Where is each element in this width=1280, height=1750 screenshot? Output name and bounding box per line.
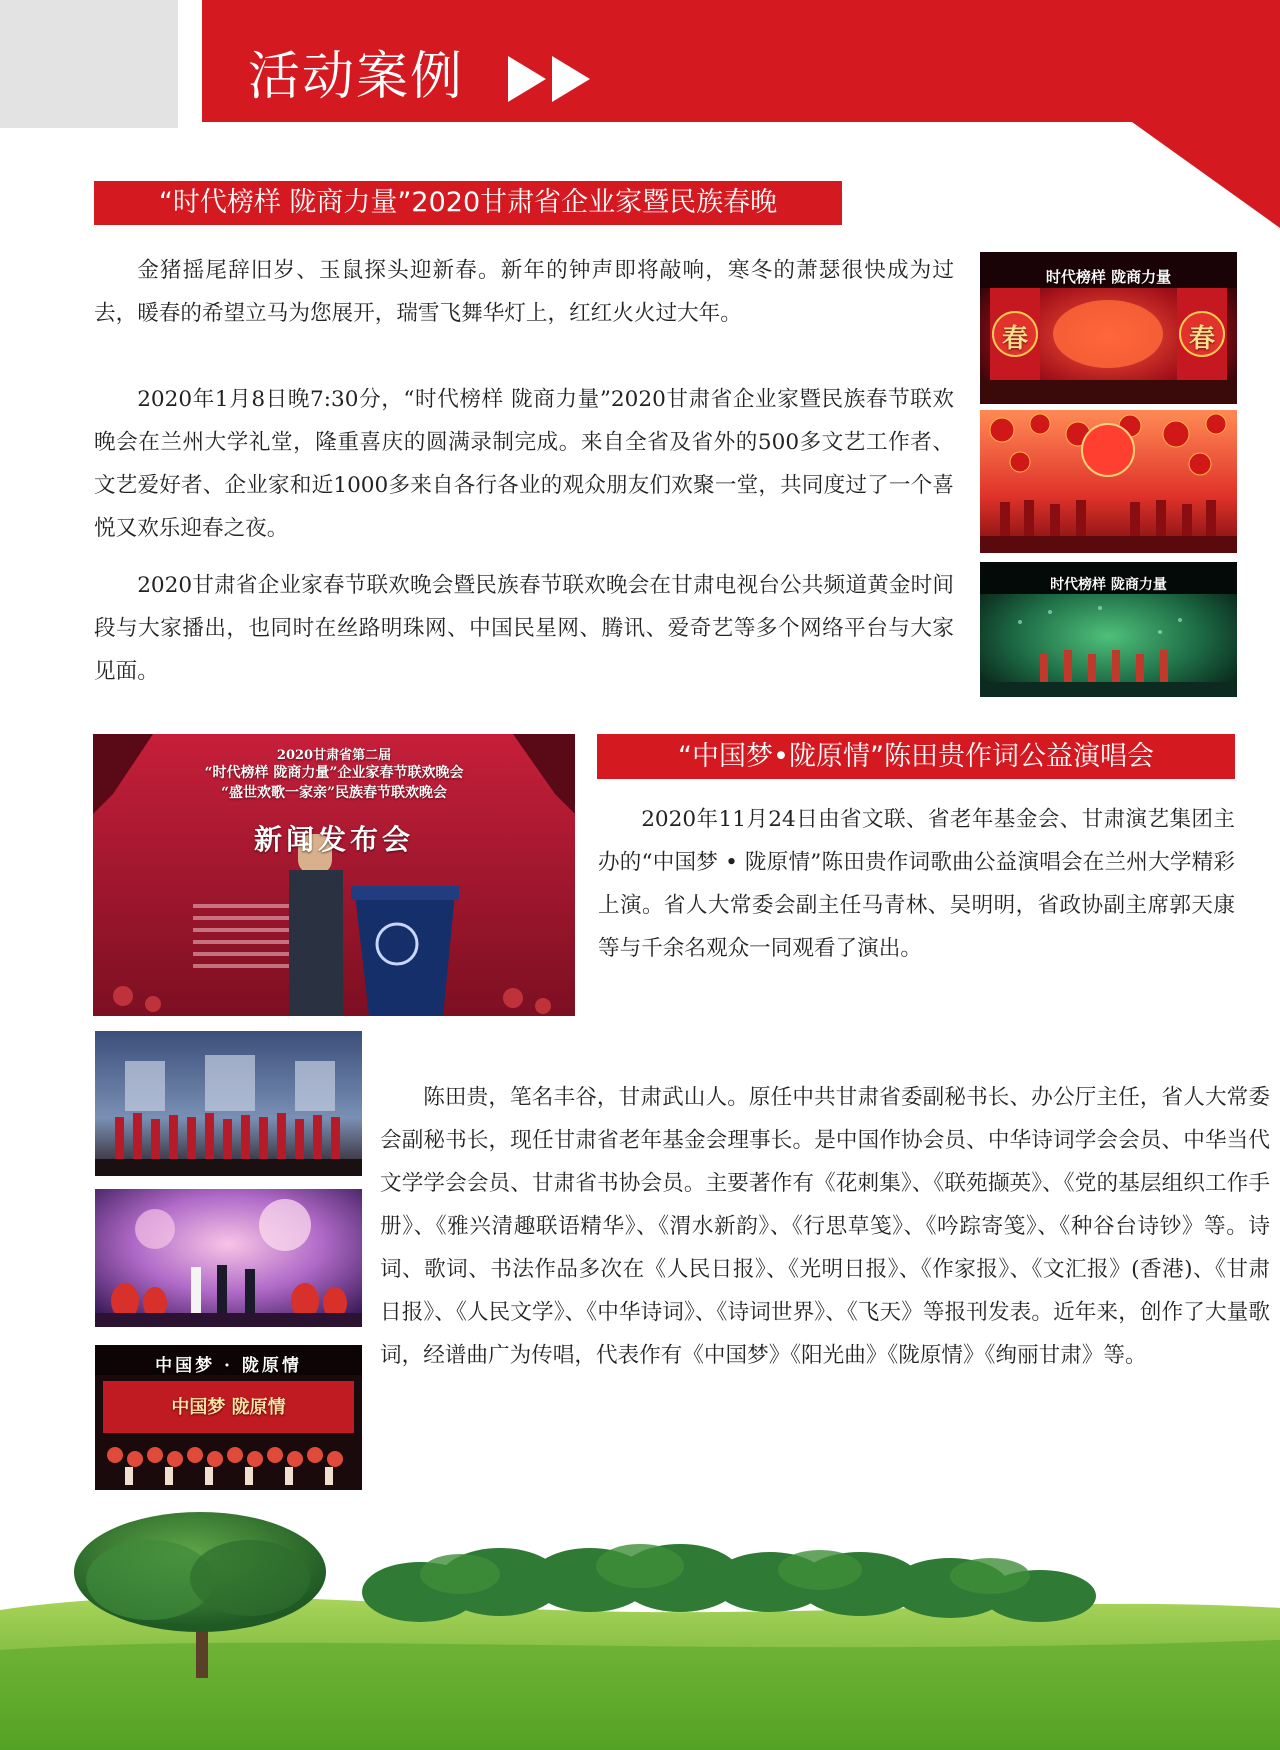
gala-photo-1-left-char: 春 (1001, 324, 1028, 354)
section1-paragraph-3: 2020甘肃省企业家春节联欢晚会暨民族春节联欢晚会在甘肃电视台公共频道黄金时间段与大家播出，也同时在丝路明珠网、中国民星网、腾讯、爱奇艺等多个网络平台与大家见面。 (94, 573, 954, 684)
press-photo-line2: “时代榜样 陇商力量”企业家春节联欢晚会 (204, 765, 464, 781)
section1-title-bar: “时代榜样 陇商力量”2020甘肃省企业家暨民族春晚 (94, 181, 842, 225)
section2-paragraph-1: 2020年11月24日由省文联、省老年基金会、甘肃演艺集团主办的“中国梦 • 陇原情”陈田贵作词歌曲公益演唱会在兰州大学精彩上演。省人大常委会副主任马青林、吴明明，省政协副主席郭天康等与千余名观众一同观看了演出。 (598, 807, 1235, 961)
page-title: 活动案例 (248, 47, 465, 107)
section1-paragraph-2: 2020年1月8日晚7:30分，“时代榜样 陇商力量”2020甘肃省企业家暨民族春节联欢晚会在兰州大学礼堂，隆重喜庆的圆满录制完成。来自全省及省外的500多文艺工作者、文艺爱好者、企业家和近1000多来自各行各业的观众朋友们欢聚一堂，共同度过了一个喜悦又欢乐迎春之夜。 (94, 387, 954, 541)
press-conference-photo (93, 734, 575, 1016)
header-grey-block (0, 0, 178, 128)
concert-stage-photo-2 (95, 1189, 362, 1327)
concert-stage-photo-1 (95, 1031, 362, 1176)
gala-stage-photo-1 (980, 252, 1237, 404)
gala-photo-1-right-char: 春 (1188, 324, 1215, 354)
press-photo-line3: “盛世欢歌一家亲”民族春节联欢晚会 (220, 785, 448, 801)
gala-stage-photo-2 (980, 410, 1237, 553)
concert-photo-3-sub: 中国梦 陇原情 (171, 1397, 286, 1418)
section2-paragraph-2: 陈田贵，笔名丰谷，甘肃武山人。原任中共甘肃省委副秘书长、办公厅主任，省人大常委会副秘书长，现任甘肃省老年基金会理事长。是中国作协会员、中华诗词学会会员、中华当代文学学会会员、甘肃省书协会员。主要著作有《花刺集》、《联苑撷英》、《党的基层组织工作手册》、《雅兴清趣联语精华》、《渭水新韵》、《行思草笺》、《吟踪寄笺》、《种谷台诗钞》等。诗词、歌词、书法作品多次在《人民日报》、《光明日报》、《作家报》、《文汇报》(香港)、《甘肃日报》、《人民文学》、《中华诗词》、《诗词世界》、《飞天》等报刊发表。近年来，创作了大量歌词，经谱曲广为传唱，代表作有《中国梦》《阳光曲》《陇原情》《绚丽甘肃》等。 (380, 1085, 1270, 1368)
gala-photo-1-caption: 时代榜样 陇商力量 (1045, 268, 1172, 286)
press-photo-line1: 2020甘肃省第二届 (276, 748, 392, 763)
section2-title-bar: “中国梦•陇原情”陈田贵作词公益演唱会 (597, 734, 1235, 779)
landscape-footer-illustration (0, 1500, 1280, 1750)
concert-stage-photo-3 (95, 1345, 362, 1490)
gala-stage-photo-3 (980, 562, 1237, 697)
section1-paragraph-1: 金猪摇尾辞旧岁、玉鼠探头迎新春。新年的钟声即将敲响，寒冬的萧瑟很快成为过去，暖春的希望立马为您展开，瑞雪飞舞华灯上，红红火火过大年。 (94, 258, 954, 326)
double-play-arrow-icon (508, 56, 596, 102)
press-photo-line4: 新闻发布会 (253, 823, 414, 856)
concert-photo-3-caption: 中国梦 · 陇原情 (155, 1356, 302, 1376)
gala-photo-3-caption: 时代榜样 陇商力量 (1050, 577, 1167, 593)
